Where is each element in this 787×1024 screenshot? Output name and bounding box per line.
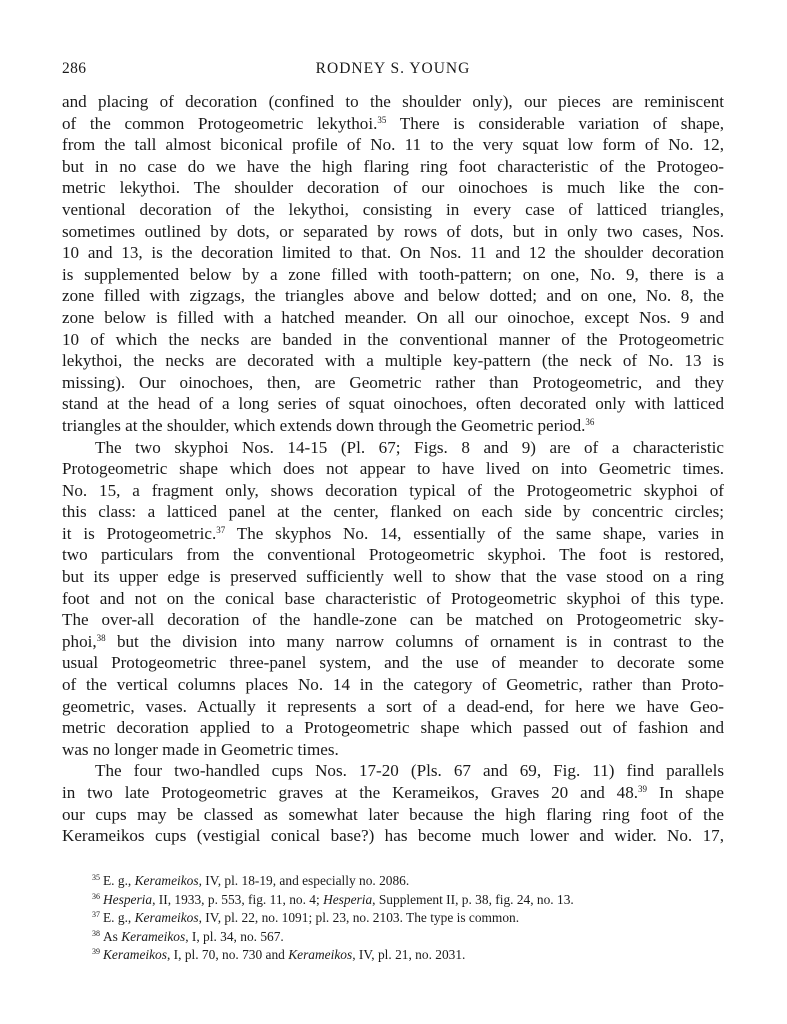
text-line: metric lekythoi. The shoulder decoration of our oinochoes is much like the con-: [62, 178, 724, 198]
text-line: geometric, vases. Actually it represents a sort of a dead-end, for here we have Geo-: [62, 696, 724, 716]
text-line: but its upper edge is preserved sufficiently well to show that the vase stood on a ring: [62, 567, 724, 587]
text-line: phoi,$^{38}$ but the division into many narrow columns of ornament is in contrast to the: [62, 631, 724, 651]
text-line: of the common Protogeometric lekythoi.$^{35}$ There is considerable variation of shape,: [62, 113, 724, 133]
footnote-36: $^{36}$ Hesperia, II, 1933, p. 553, fig. 11, no. 4; Hesperia, Supplement II, p. 38, fig. 24, no. 13.: [92, 891, 574, 907]
footnote-ref: 36: [585, 416, 595, 427]
text-line: The two skyphoi Nos. 14-15 (Pl. 67; Figs. 8 and 9) are of a characteristic: [95, 437, 724, 457]
text-line: this class: a latticed panel at the center, flanked on each side by concentric circles;: [62, 502, 724, 522]
text-line: missing). Our oinochoes, then, are Geometric rather than Protogeometric, and they: [62, 372, 724, 392]
text-line: of the vertical columns places No. 14 in the category of Geometric, rather than Proto-: [62, 675, 724, 695]
text-line: Protogeometric shape which does not appear to have lived on into Geometric times.: [62, 459, 724, 479]
text-line: Kerameikos cups (vestigial conical base?) has become much lower and wider. No. 17,: [62, 826, 724, 846]
footnote-39: $^{39}$ Kerameikos, I, pl. 70, no. 730 and Kerameikos, IV, pl. 21, no. 2031.: [92, 947, 466, 963]
text-line: zone filled with zigzags, the triangles above and below dotted; and on one, No. 8, the: [62, 286, 724, 306]
running-title: RODNEY S. YOUNG: [315, 60, 471, 77]
text-line: and placing of decoration (confined to the shoulder only), our pieces are reminiscent: [62, 92, 724, 111]
footnote-ref: 38: [96, 632, 106, 643]
paragraph-3: [62, 760, 724, 846]
text-line: sometimes outlined by dots, or separated by rows of dots, but in only two cases, Nos.: [62, 221, 724, 241]
paragraph-1: [62, 91, 724, 437]
footnote-38: $^{38}$ As Kerameikos, I, pl. 34, no. 567.: [92, 928, 284, 944]
text-line: was no longer made in Geometric times.: [62, 739, 339, 759]
text-line: is supplemented below by a zone filled with tooth-pattern; on one, No. 9, there is a: [62, 264, 724, 284]
text-line: zone below is filled with a hatched meander. On all our oinochoe, except Nos. 9 and: [62, 307, 724, 327]
page-number: 286: [62, 60, 87, 77]
text-line: it is Protogeometric.$^{37}$ The skyphos No. 14, essentially of the same shape, varies in: [62, 523, 724, 543]
text-line: two particulars from the conventional Protogeometric skyphoi. The foot is restored,: [62, 545, 724, 565]
text-line: ventional decoration of the lekythoi, consisting in every case of latticed triangles,: [62, 199, 724, 219]
footnote-ref: 35: [377, 114, 387, 125]
text-line: lekythoi, the necks are decorated with a multiple key-pattern (the neck of No. 13 is: [62, 351, 724, 371]
text-line: from the tall almost biconical profile of No. 11 to the very squat low form of No. 12,: [62, 135, 724, 155]
body-text: [62, 91, 724, 847]
text-line: The four two-handled cups Nos. 17-20 (Pls. 67 and 69, Fig. 11) find parallels: [95, 761, 724, 781]
paragraph-2: [62, 437, 724, 761]
running-head: [62, 60, 724, 80]
text-line: 10 and 13, is the decoration limited to that. On Nos. 11 and 12 the shoulder decoration: [62, 243, 724, 263]
footnote-37: $^{37}$ E. g., Kerameikos, IV, pl. 22, no. 1091; pl. 23, no. 2103. The type is common.: [92, 910, 520, 926]
footnote-ref: 37: [216, 524, 226, 535]
text-line: but in no case do we have the high flaring ring foot characteristic of the Protogeo-: [62, 156, 724, 176]
text-line: 10 of which the necks are banded in the conventional manner of the Protogeometric: [62, 329, 724, 349]
text-line: usual Protogeometric three-panel system, and the use of meander to decorate some: [62, 653, 724, 673]
footnote-35: $^{35}$ E. g., Kerameikos, IV, pl. 18-19, and especially no. 2086.: [92, 873, 410, 888]
text-line: foot and not on the conical base characteristic of Protogeometric skyphoi of this type.: [62, 588, 724, 608]
text-line: our cups may be classed as somewhat later because the high flaring ring foot of the: [62, 804, 724, 824]
text-line: The over-all decoration of the handle-zone can be matched on Protogeometric sky-: [62, 610, 724, 630]
text-line: in two late Protogeometric graves at the Kerameikos, Graves 20 and 48.39 In shape: [62, 783, 725, 802]
footnotes: [92, 872, 724, 965]
text-line: triangles at the shoulder, which extends down through the Geometric period.$^{36}$: [62, 415, 595, 435]
text-line: stand at the head of a long series of squat oinochoes, often decorated only with latticed: [62, 394, 724, 414]
text-line: No. 15, a fragment only, shows decoration typical of the Protogeometric skyphoi of: [62, 480, 724, 500]
text-line: metric decoration applied to a Protogeometric shape which passed out of fashion and: [62, 718, 724, 738]
footnote-ref: 39: [638, 784, 648, 794]
